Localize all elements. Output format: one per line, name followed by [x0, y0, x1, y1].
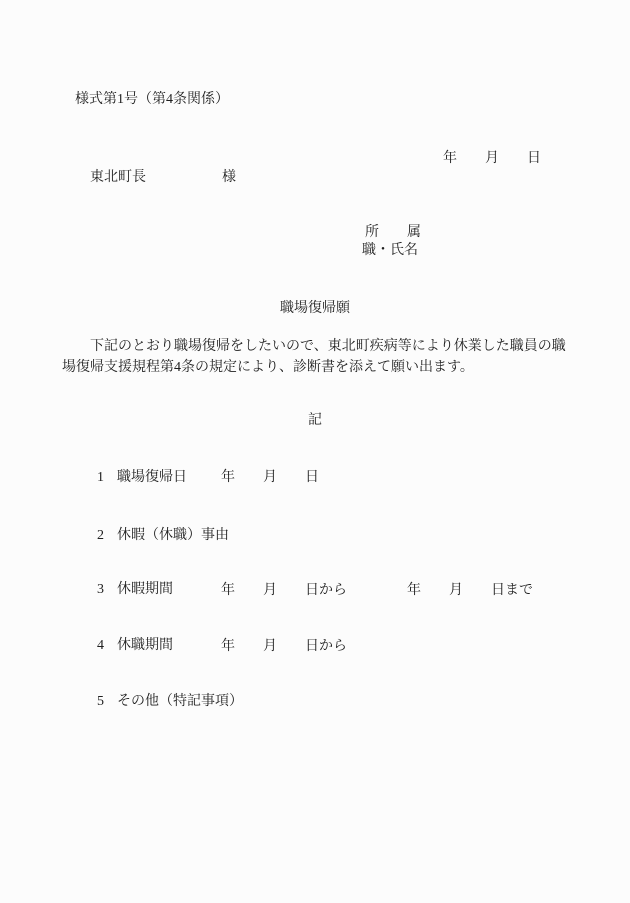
- item-5-number: 5: [97, 694, 104, 709]
- addressee-honorific: 様: [222, 170, 236, 185]
- item-3-date-from: 年 月 日から: [221, 583, 347, 598]
- item-2-number: 2: [97, 528, 104, 543]
- body-paragraph: [62, 336, 578, 378]
- item-1-date-line: 年 月 日: [221, 470, 319, 485]
- list-item-3: [83, 560, 173, 620]
- body-line-2: 場復帰支援規程第4条の規定により、診断書を添えて願い出ます。: [62, 360, 474, 375]
- form-number: 様式第1号（第4条関係）: [75, 92, 229, 107]
- list-item-4: [83, 616, 173, 676]
- item-3-number: 3: [97, 582, 104, 597]
- list-item-2: [83, 506, 229, 566]
- affiliation-label: 所 属: [365, 225, 421, 240]
- item-4-number: 4: [97, 638, 104, 653]
- list-item-5: [83, 672, 243, 732]
- item-1-label: 職場復帰日: [117, 470, 187, 485]
- item-3-label: 休暇期間: [117, 582, 173, 597]
- item-2-label: 休暇（休職）事由: [117, 528, 229, 543]
- item-3-date-to: 年 月 日まで: [407, 583, 533, 598]
- addressee-name: 東北町長: [90, 170, 146, 185]
- name-label: 職・氏名: [362, 243, 418, 258]
- item-4-label: 休職期間: [117, 638, 173, 653]
- item-5-label: その他（特記事項）: [117, 694, 243, 709]
- list-item-1: [83, 448, 187, 508]
- date-line: 年 月 日: [443, 151, 541, 166]
- item-1-number: 1: [97, 470, 104, 485]
- list-header: 記: [308, 413, 322, 428]
- item-4-date-from: 年 月 日から: [221, 639, 347, 654]
- body-line-1: 下記のとおり職場復帰をしたいので、東北町疾病等により休業した職員の職: [62, 339, 566, 354]
- document-title: 職場復帰願: [280, 301, 350, 316]
